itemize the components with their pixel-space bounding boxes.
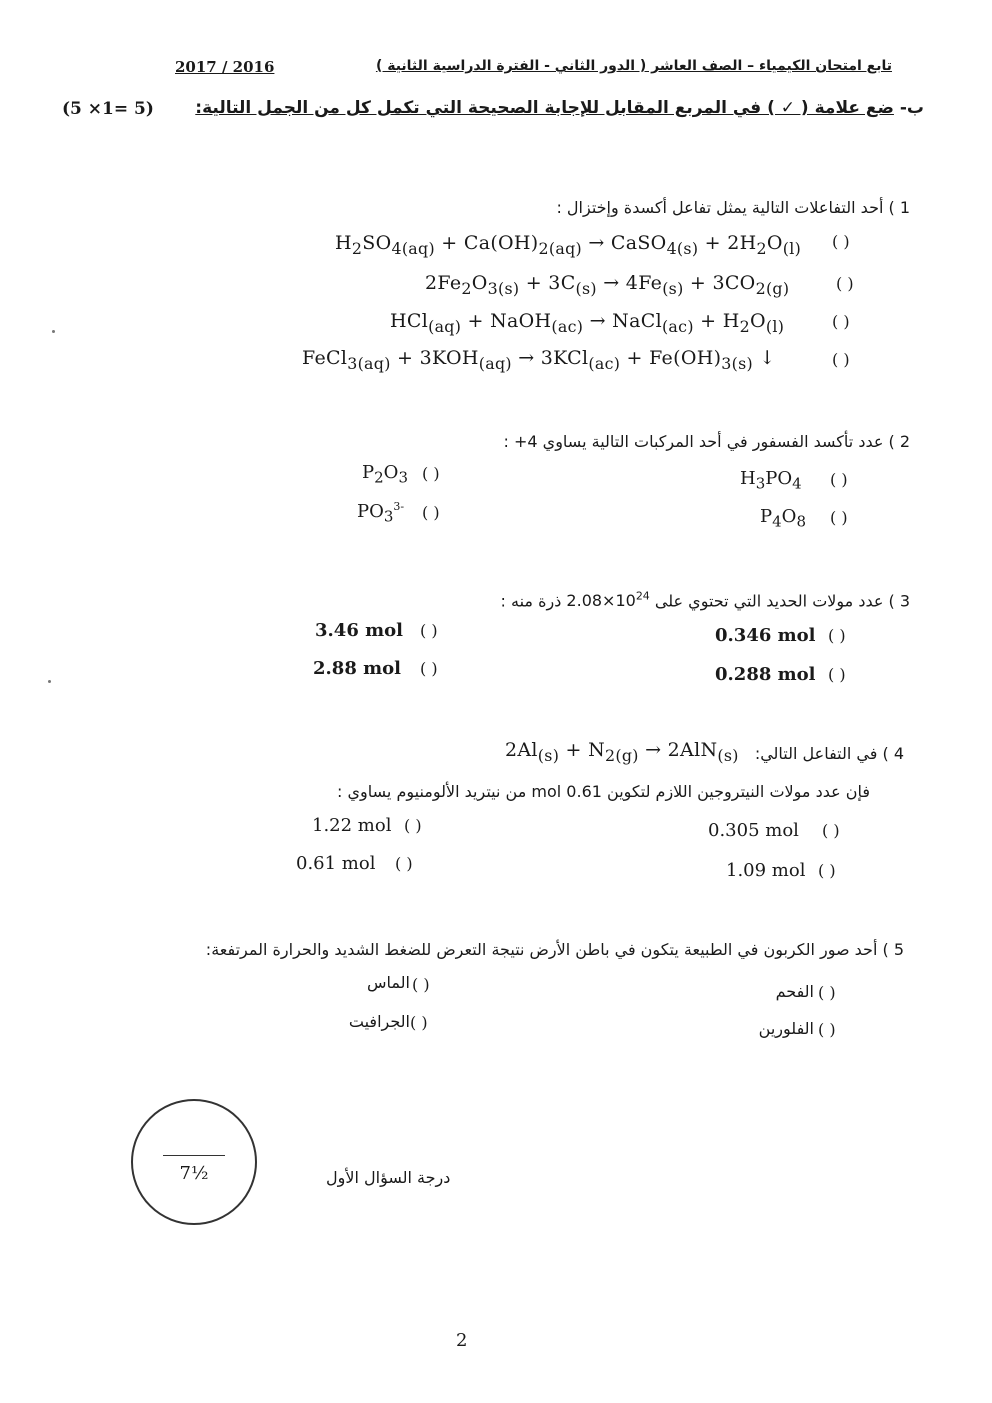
q4-checkbox-2[interactable]: ( ) xyxy=(404,816,422,835)
q3-option-4[interactable]: 2.88 mol xyxy=(313,658,401,679)
q5-option-3[interactable]: الفلورين xyxy=(758,1019,814,1038)
page-number: 2 xyxy=(456,1330,468,1351)
q5-stem: 5 ) أحد صور الكربون في الطبيعة يتكون في باطن الأرض نتيجة التعرض للضغط الشديد والحرارة المرتفعة: xyxy=(205,940,904,959)
scan-speck xyxy=(48,680,51,683)
q3-option-1[interactable]: 0.346 mol xyxy=(715,625,816,646)
q3-checkbox-3[interactable]: ( ) xyxy=(828,665,846,684)
scan-speck xyxy=(52,330,55,333)
q4-checkbox-4[interactable]: ( ) xyxy=(395,854,413,873)
q4-option-4[interactable]: 0.61 mol xyxy=(296,853,376,874)
score-label: درجة السؤال الأول xyxy=(326,1168,451,1187)
q4-stem-b: فإن عدد مولات النيتروجين اللازم لتكوين 0.61 mol من نيتريد الألومنيوم يساوي : xyxy=(337,782,870,801)
q1-option-4[interactable]: FeCl$_{3(aq)}$ + $3KOH_{(aq)} \to 3KCl_{(ac)} + Fe(OH)_{3(s)}$ ↓ xyxy=(302,347,776,373)
q4-option-2[interactable]: 1.22 mol xyxy=(312,815,392,836)
q1-checkbox-3[interactable]: ( ) xyxy=(832,312,850,331)
q1-checkbox-1[interactable]: ( ) xyxy=(832,232,850,251)
q2-option-3[interactable]: $P_4O_8$ xyxy=(760,506,806,531)
q4-checkbox-3[interactable]: ( ) xyxy=(818,861,836,880)
instruction xyxy=(195,98,924,118)
q2-checkbox-4[interactable]: ( ) xyxy=(422,503,440,522)
q3-option-3[interactable]: 0.288 mol xyxy=(715,664,816,685)
q3-stem: 3 ) عدد مولات الحديد التي تحتوي على $2.08\times 10^{24}$ ذرة منه : xyxy=(500,590,910,611)
q4-stem-a: 4 ) في التفاعل التالي: xyxy=(754,744,904,763)
q5-checkbox-4[interactable]: ( ) xyxy=(410,1013,428,1032)
q4-option-1[interactable]: 0.305 mol xyxy=(708,820,799,841)
q4-option-3[interactable]: 1.09 mol xyxy=(726,860,806,881)
q2-option-4[interactable]: $PO_3^{3-}$ xyxy=(357,500,405,526)
q5-option-1[interactable]: الفحم xyxy=(775,982,814,1001)
q4-reaction: $2Al_{(s)} + N_{2(g)} \to 2AlN_{(s)}$ xyxy=(505,739,739,765)
q3-checkbox-1[interactable]: ( ) xyxy=(828,626,846,645)
q3-number: $2.08\times 10^{24}$ xyxy=(566,590,650,611)
q1-option-2[interactable]: $2Fe_2O_{3(s)} + 3C_{(s)} \to 4Fe_{(s)} + 3CO_{2(g)}$ xyxy=(425,272,790,298)
q1-option-3[interactable]: HCl$_{(aq)}$ + NaOH$_{(ac)}$ → NaCl$_{(ac)}$ + $H_2O_{(l)}$ xyxy=(390,310,785,336)
q5-checkbox-1[interactable]: ( ) xyxy=(818,983,836,1002)
instruction-text: ضع علامة ( ✓ ) في المربع المقابل للإجابة الصحيحة التي تكمل كل من الجمل التالية: xyxy=(195,98,894,118)
header-year: 2017 / 2016 xyxy=(175,58,275,76)
q5-option-2[interactable]: الماس xyxy=(367,973,410,992)
instruction-marks: (5 ×1= 5) xyxy=(62,99,154,119)
score-value: 7½ xyxy=(179,1163,209,1184)
q3-option-2[interactable]: 3.46 mol xyxy=(315,620,403,641)
q4-checkbox-1[interactable]: ( ) xyxy=(822,821,840,840)
q1-stem: 1 ) أحد التفاعلات التالية يمثل تفاعل أكسدة وإختزال : xyxy=(556,198,910,217)
q2-stem: 2 ) عدد تأكسد الفسفور في أحد المركبات التالية يساوي 4+ : xyxy=(503,432,910,451)
q1-checkbox-4[interactable]: ( ) xyxy=(832,350,850,369)
q1-checkbox-2[interactable]: ( ) xyxy=(836,274,854,293)
score-circle xyxy=(131,1099,257,1225)
q2-checkbox-3[interactable]: ( ) xyxy=(830,508,848,527)
q5-checkbox-2[interactable]: ( ) xyxy=(412,975,430,994)
score-line xyxy=(163,1155,225,1156)
q2-checkbox-2[interactable]: ( ) xyxy=(422,464,440,483)
instruction-prefix: ب- xyxy=(899,98,924,118)
q3-checkbox-2[interactable]: ( ) xyxy=(420,621,438,640)
q1-option-1[interactable]: $H_2SO_{4(aq)} + Ca(OH)_{2(aq)}$ → CaSO$_{4(s)}$ + $2H_2O_{(l)}$ xyxy=(335,232,802,258)
q2-checkbox-1[interactable]: ( ) xyxy=(830,470,848,489)
q3-checkbox-4[interactable]: ( ) xyxy=(420,659,438,678)
q2-option-2[interactable]: $P_2O_3$ xyxy=(362,462,408,487)
header-title: تابع امتحان الكيمياء – الصف العاشر ( الدور الثاني - الفترة الدراسية الثانية ) xyxy=(375,58,892,74)
q2-option-1[interactable]: $H_3PO_4$ xyxy=(740,468,802,493)
q5-option-4[interactable]: الجرافيت xyxy=(348,1012,410,1031)
q5-checkbox-3[interactable]: ( ) xyxy=(818,1020,836,1039)
